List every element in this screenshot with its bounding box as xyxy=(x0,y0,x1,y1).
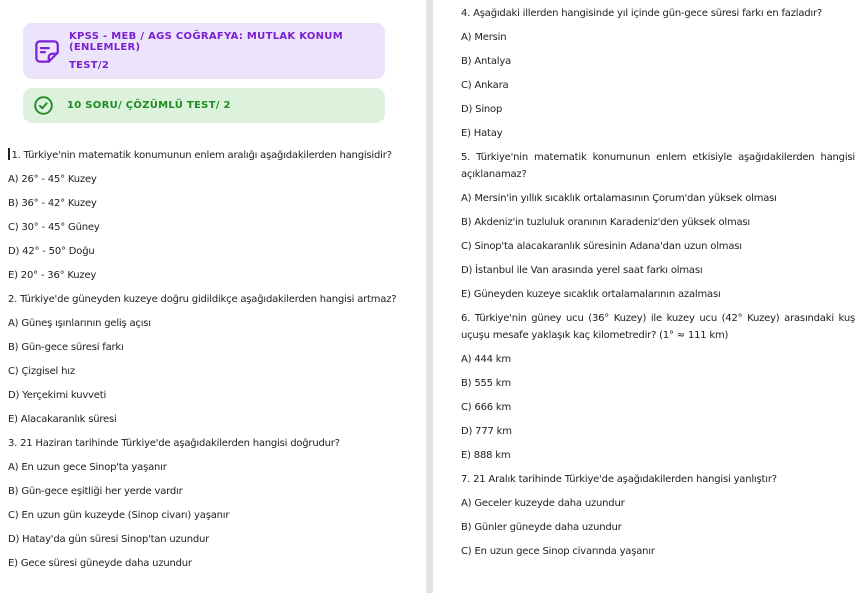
note-icon xyxy=(33,38,60,65)
test-subtitle: TEST/2 xyxy=(69,60,110,71)
question-4-option-d[interactable]: D) Sinop xyxy=(461,104,503,115)
question-6-option-c[interactable]: C) 666 km xyxy=(461,402,512,413)
question-6-option-b[interactable]: B) 555 km xyxy=(461,378,511,389)
question-6-option-a[interactable]: A) 444 km xyxy=(461,354,511,365)
question-6-text[interactable]: 6. Türkiye'nin güney ucu (36° Kuzey) ile kuzey ucu (42° Kuzey) arasındaki kuş uçuşu mesafe yaklaşık kaç kilometredir? (1° ≈ 111 km) xyxy=(461,313,855,341)
question-2-option-a[interactable]: A) Güneş ışınlarının geliş açısı xyxy=(8,318,151,329)
question-1-text-content: 1. Türkiye'nin matematik konumunun enlem aralığı aşağıdakilerden hangisidir? xyxy=(11,150,392,161)
question-4-option-e[interactable]: E) Hatay xyxy=(461,128,503,139)
question-1-option-e[interactable]: E) 20° - 36° Kuzey xyxy=(8,270,97,281)
info-badge-label: 10 SORU/ ÇÖZÜMLÜ TEST/ 2 xyxy=(67,100,231,111)
question-7-option-a[interactable]: A) Geceler kuzeyde daha uzundur xyxy=(461,498,625,509)
question-2-option-b[interactable]: B) Gün-gece süresi farkı xyxy=(8,342,124,353)
question-7-option-b[interactable]: B) Günler güneyde daha uzundur xyxy=(461,522,622,533)
column-right[interactable] xyxy=(433,0,863,593)
info-badge[interactable] xyxy=(23,88,385,123)
question-2-option-e[interactable]: E) Alacakaranlık süresi xyxy=(8,414,117,425)
question-1-text[interactable] xyxy=(8,147,420,164)
test-title: KPSS - MEB / AGS COĞRAFYA: MUTLAK KONUM (ENLEMLER) xyxy=(69,31,343,53)
question-5-option-e[interactable]: E) Güneyden kuzeye sıcaklık ortalamalarının azalması xyxy=(461,289,721,300)
column-left[interactable] xyxy=(0,0,426,593)
question-3-option-e[interactable]: E) Gece süresi güneyde daha uzundur xyxy=(8,558,192,569)
column-divider xyxy=(426,0,433,593)
question-2-text[interactable]: 2. Türkiye'de güneyden kuzeye doğru gidildikçe aşağıdakilerden hangisi artmaz? xyxy=(8,294,397,305)
question-1-option-d[interactable]: D) 42° - 50° Doğu xyxy=(8,246,95,257)
question-7-text[interactable]: 7. 21 Aralık tarihinde Türkiye'de aşağıdakilerden hangisi yanlıştır? xyxy=(461,474,777,485)
question-3-option-d[interactable]: D) Hatay'da gün süresi Sinop'tan uzundur xyxy=(8,534,210,545)
question-3-option-b[interactable]: B) Gün-gece eşitliği her yerde vardır xyxy=(8,486,183,497)
question-2-option-c[interactable]: C) Çizgisel hız xyxy=(8,366,75,377)
text-cursor xyxy=(8,148,10,160)
test-title-badge[interactable] xyxy=(23,23,385,79)
question-1-option-a[interactable]: A) 26° - 45° Kuzey xyxy=(8,174,97,185)
question-4-text[interactable]: 4. Aşağıdaki illerden hangisinde yıl içinde gün-gece süresi farkı en fazladır? xyxy=(461,8,822,19)
question-5-option-d[interactable]: D) İstanbul ile Van arasında yerel saat farkı olması xyxy=(461,265,703,276)
question-1-option-b[interactable]: B) 36° - 42° Kuzey xyxy=(8,198,97,209)
question-6-option-e[interactable]: E) 888 km xyxy=(461,450,511,461)
question-6-option-d[interactable]: D) 777 km xyxy=(461,426,512,437)
question-5-text[interactable]: 5. Türkiye'nin matematik konumunun enlem etkisiyle aşağıdakilerden hangisi açıklanamaz? xyxy=(461,152,855,180)
question-3-option-c[interactable]: C) En uzun gün kuzeyde (Sinop civarı) yaşanır xyxy=(8,510,230,521)
question-4-option-a[interactable]: A) Mersin xyxy=(461,32,507,43)
question-7-option-c[interactable]: C) En uzun gece Sinop civarında yaşanır xyxy=(461,546,655,557)
question-5-option-a[interactable]: A) Mersin'in yıllık sıcaklık ortalamasının Çorum'dan yüksek olması xyxy=(461,193,777,204)
question-4-option-c[interactable]: C) Ankara xyxy=(461,80,509,91)
question-5-option-b[interactable]: B) Akdeniz'in tuzluluk oranının Karadeniz'den yüksek olması xyxy=(461,217,751,228)
question-4-option-b[interactable]: B) Antalya xyxy=(461,56,511,67)
question-1-option-c[interactable]: C) 30° - 45° Güney xyxy=(8,222,100,233)
question-3-text[interactable]: 3. 21 Haziran tarihinde Türkiye'de aşağıdakilerden hangisi doğrudur? xyxy=(8,438,340,449)
question-3-option-a[interactable]: A) En uzun gece Sinop'ta yaşanır xyxy=(8,462,167,473)
check-circle-icon xyxy=(33,95,54,116)
question-5-option-c[interactable]: C) Sinop'ta alacakaranlık süresinin Adana'dan uzun olması xyxy=(461,241,742,252)
header-badges xyxy=(23,23,385,123)
question-2-option-d[interactable]: D) Yerçekimi kuvveti xyxy=(8,390,107,401)
